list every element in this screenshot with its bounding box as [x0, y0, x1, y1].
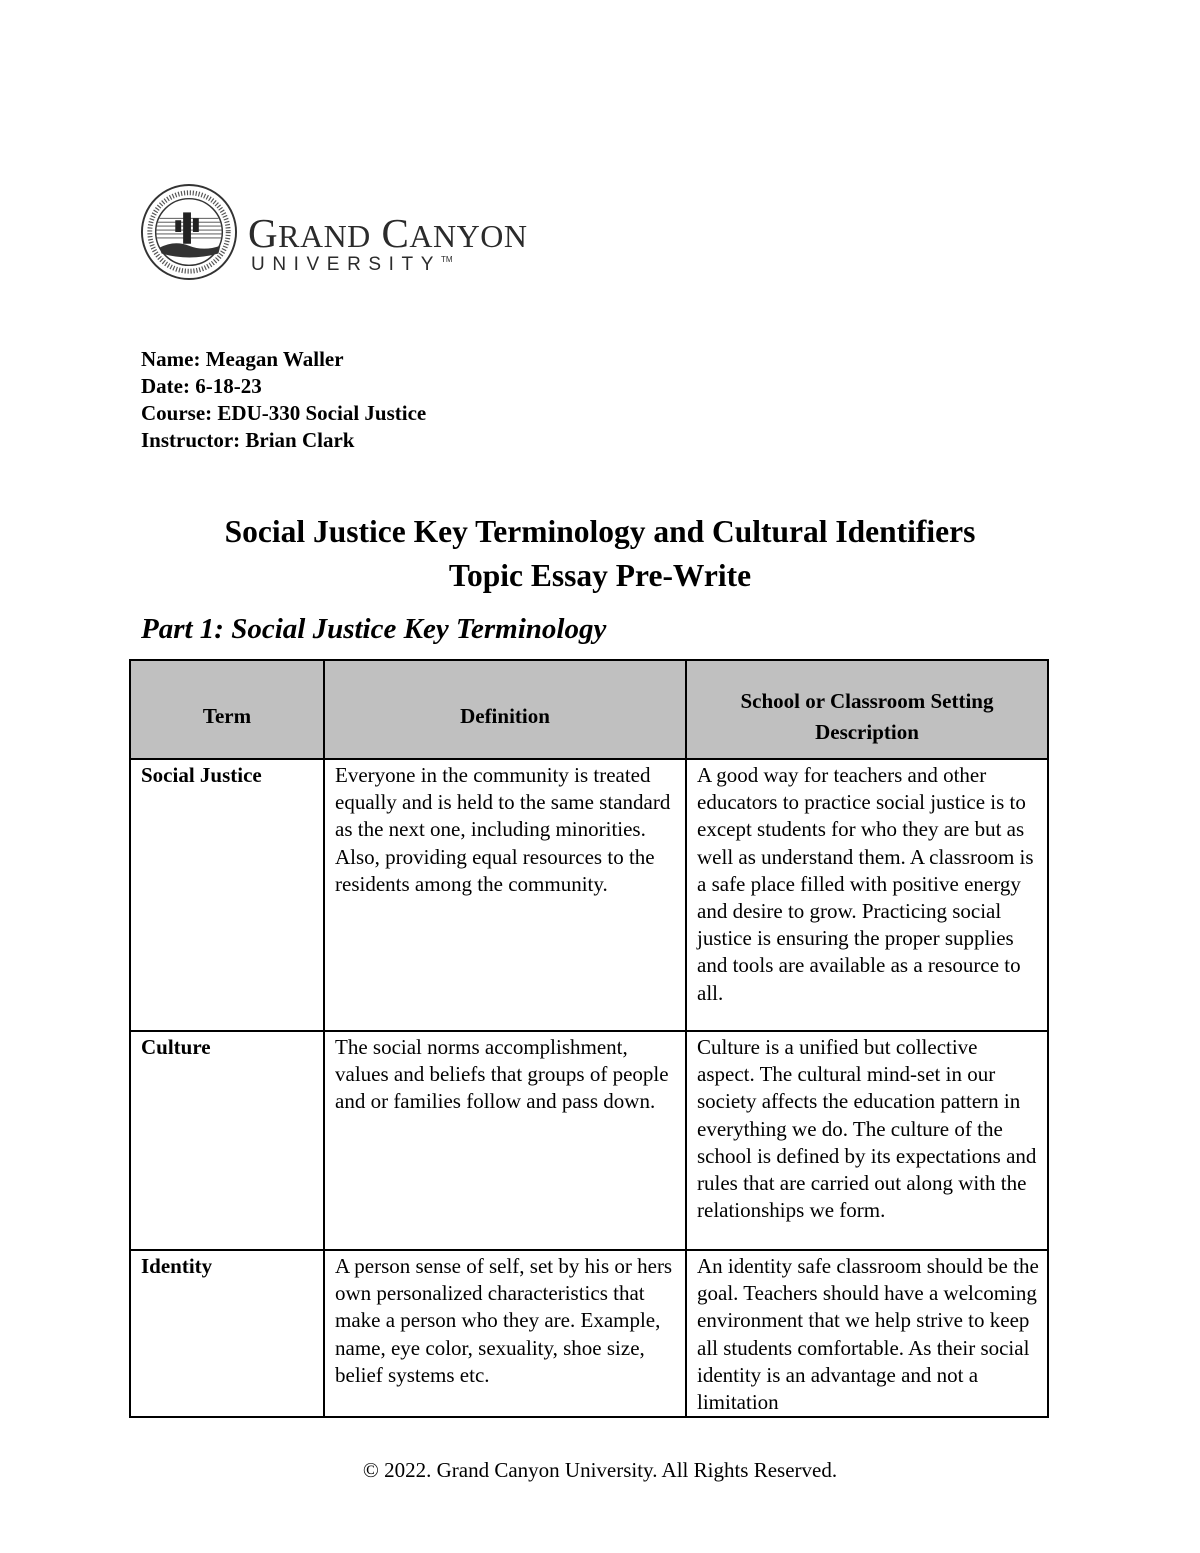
course-name: Course: EDU-330 Social Justice — [141, 401, 427, 425]
description-cell: A good way for teachers and other educators to practice social justice is to except students for who they are but as well as understand them. A classroom is a safe place filled with positive energy and desire to grow. Practicing social justice is ensuring the proper supplies and tools are available as a resource to all. — [686, 759, 1048, 1031]
copyright-footer: © 2022. Grand Canyon University. All Rights Reserved. — [362, 1458, 838, 1482]
term-cell: Culture — [130, 1031, 324, 1250]
university-logo — [140, 183, 580, 281]
header-description: School or Classroom Setting Description — [686, 660, 1048, 759]
table-header-row — [130, 660, 1048, 759]
student-name: Name: Meagan Waller — [141, 347, 344, 371]
title-line-2: Topic Essay Pre-Write — [448, 558, 752, 593]
definition-cell: A person sense of self, set by his or hers own personalized characteristics that make a person who they are. Example, name, eye color, sexuality, shoe size, belief systems etc. — [324, 1250, 686, 1417]
logo-wordmark: GRAND CANYON — [248, 210, 528, 256]
definition-cell: The social norms accomplishment, values and beliefs that groups of people and or families follow and pass down. — [324, 1031, 686, 1250]
definition-cell: Everyone in the community is treated equally and is held to the same standard as the next one, including minorities. Also, providing equal resources to the residents among the community. — [324, 759, 686, 1031]
table-row — [130, 1031, 1048, 1250]
description-cell: An identity safe classroom should be the goal. Teachers should have a welcoming environment that we help strive to keep all students comfortable. As their social identity is an advantage and not a limitation — [686, 1250, 1048, 1417]
student-info — [141, 346, 426, 454]
terminology-table — [129, 659, 1049, 1418]
header-term: Term — [130, 660, 324, 759]
document-title — [0, 510, 1200, 598]
part-1-heading: Part 1: Social Justice Key Terminology — [141, 613, 607, 645]
table-row — [130, 759, 1048, 1031]
logo-subtitle: UNIVERSITY™ — [251, 254, 453, 275]
term-cell: Social Justice — [130, 759, 324, 1031]
title-line-1: Social Justice Key Terminology and Cultural Identifiers — [224, 514, 976, 549]
table-row — [130, 1250, 1048, 1417]
header-definition: Definition — [324, 660, 686, 759]
university-seal-icon — [140, 183, 238, 281]
description-cell: Culture is a unified but collective aspect. The cultural mind-set in our society affects the education pattern in everything we do. The culture of the school is defined by its expectations and rules that are carried out along with the relationships we form. — [686, 1031, 1048, 1250]
term-cell: Identity — [130, 1250, 324, 1417]
submission-date: Date: 6-18-23 — [141, 374, 262, 398]
instructor-name: Instructor: Brian Clark — [141, 428, 355, 452]
